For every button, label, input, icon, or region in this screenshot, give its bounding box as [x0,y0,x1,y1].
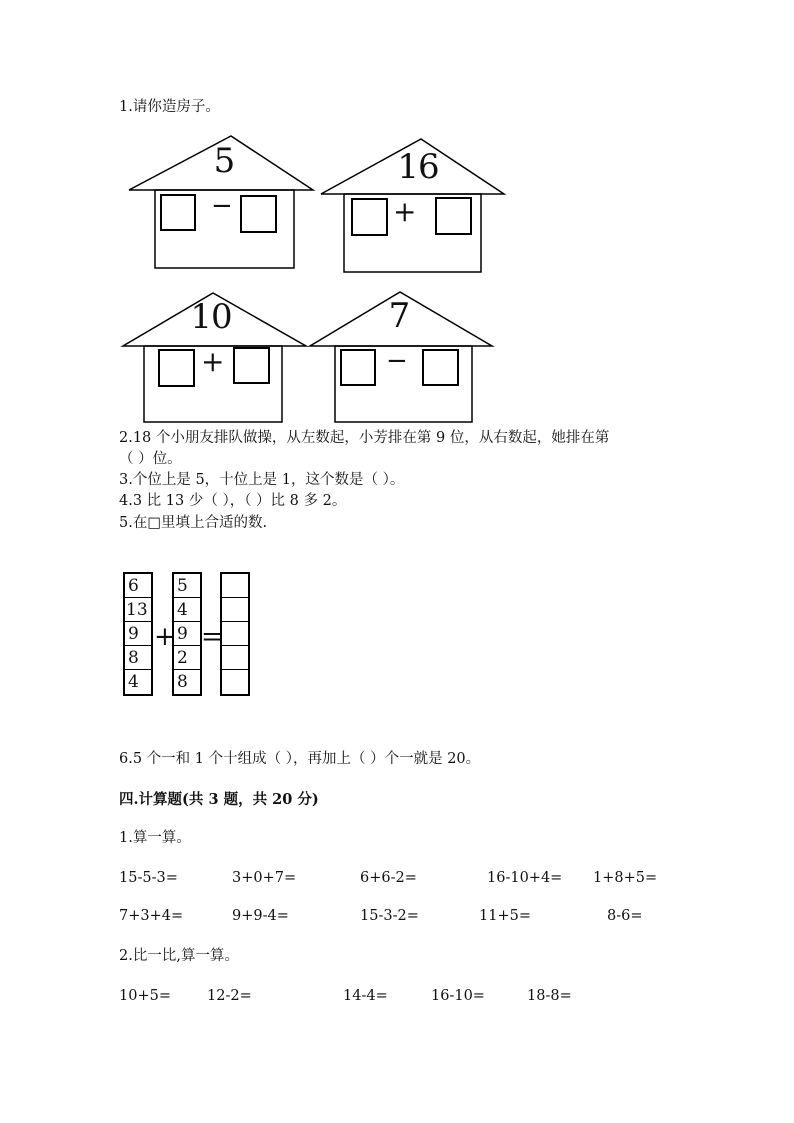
calc-1-row-1-item: 16-10+4= [487,870,563,886]
house-2-number: 16 [397,147,439,187]
calc-1-label: 1.算一算。 [119,830,191,846]
house-3-operator: + [201,345,225,378]
house-2-operator: + [393,195,417,228]
calc-1-row-2-item: 11+5= [479,908,531,924]
addend-column-a [123,572,153,696]
calc-1-row-1-item: 15-5-3= [119,870,178,886]
calc-1-row-1-item: 3+0+7= [232,870,297,886]
addend-a-cell: 4 [128,672,139,692]
question-1-label: 1.请你造房子。 [119,99,220,115]
calc-2-item: 18-8= [527,988,572,1004]
calc-2-item: 16-10= [431,988,485,1004]
calc-1-row-2-item: 15-3-2= [360,908,419,924]
addend-a-cell: 13 [125,598,151,622]
answer-cell[interactable] [222,574,248,598]
addend-column-b [172,572,202,696]
calc-2-item: 14-4= [343,988,388,1004]
calc-2-item: 12-2= [207,988,252,1004]
question-3: 3.个位上是 5，十位上是 1，这个数是（ ）。 [119,472,405,488]
house-4-number: 7 [388,296,410,336]
question-6: 6.5 个一和 1 个十组成（ ），再加上（ ）个一就是 20。 [119,751,481,767]
answer-cell[interactable] [222,622,248,646]
answer-column [220,572,250,696]
house-4-operator: − [386,346,408,376]
addend-b-cell: 9 [174,622,200,646]
house-3-number: 10 [190,297,232,337]
addend-a-cell: 9 [125,622,151,646]
equals-sign: = [201,622,223,652]
plus-sign: + [154,622,176,652]
addend-a-cell: 8 [125,646,151,670]
house-1-number: 5 [213,141,235,181]
section-4-title: 四.计算题(共 3 题，共 20 分) [119,791,319,808]
calc-1-row-1-item: 6+6-2= [360,870,417,886]
calc-2-item: 10+5= [119,988,171,1004]
answer-cell[interactable] [222,670,248,694]
answer-cell[interactable] [222,598,248,622]
calc-1-row-2-item: 7+3+4= [119,908,184,924]
calc-2-label: 2.比一比,算一算。 [119,948,239,964]
addend-b-cell: 5 [174,574,200,598]
addend-b-cell: 4 [174,598,200,622]
question-2-line-1: 2.18 个小朋友排队做操，从左数起，小芳排在第 9 位，从右数起，她排在第 [119,430,610,446]
addend-b-cell: 8 [177,672,188,692]
addend-a-cell: 6 [125,574,151,598]
calc-1-row-2-item: 8-6= [607,908,643,924]
house-1-operator: − [211,191,233,221]
question-4: 4.3 比 13 少（ ），（ ）比 8 多 2。 [119,493,347,509]
calc-1-row-1-item: 1+8+5= [593,870,658,886]
question-2-line-2: （ ）位。 [119,451,182,467]
calc-1-row-2-item: 9+9-4= [232,908,289,924]
answer-cell[interactable] [222,646,248,670]
addend-b-cell: 2 [174,646,200,670]
question-5: 5.在□里填上合适的数. [119,515,268,531]
